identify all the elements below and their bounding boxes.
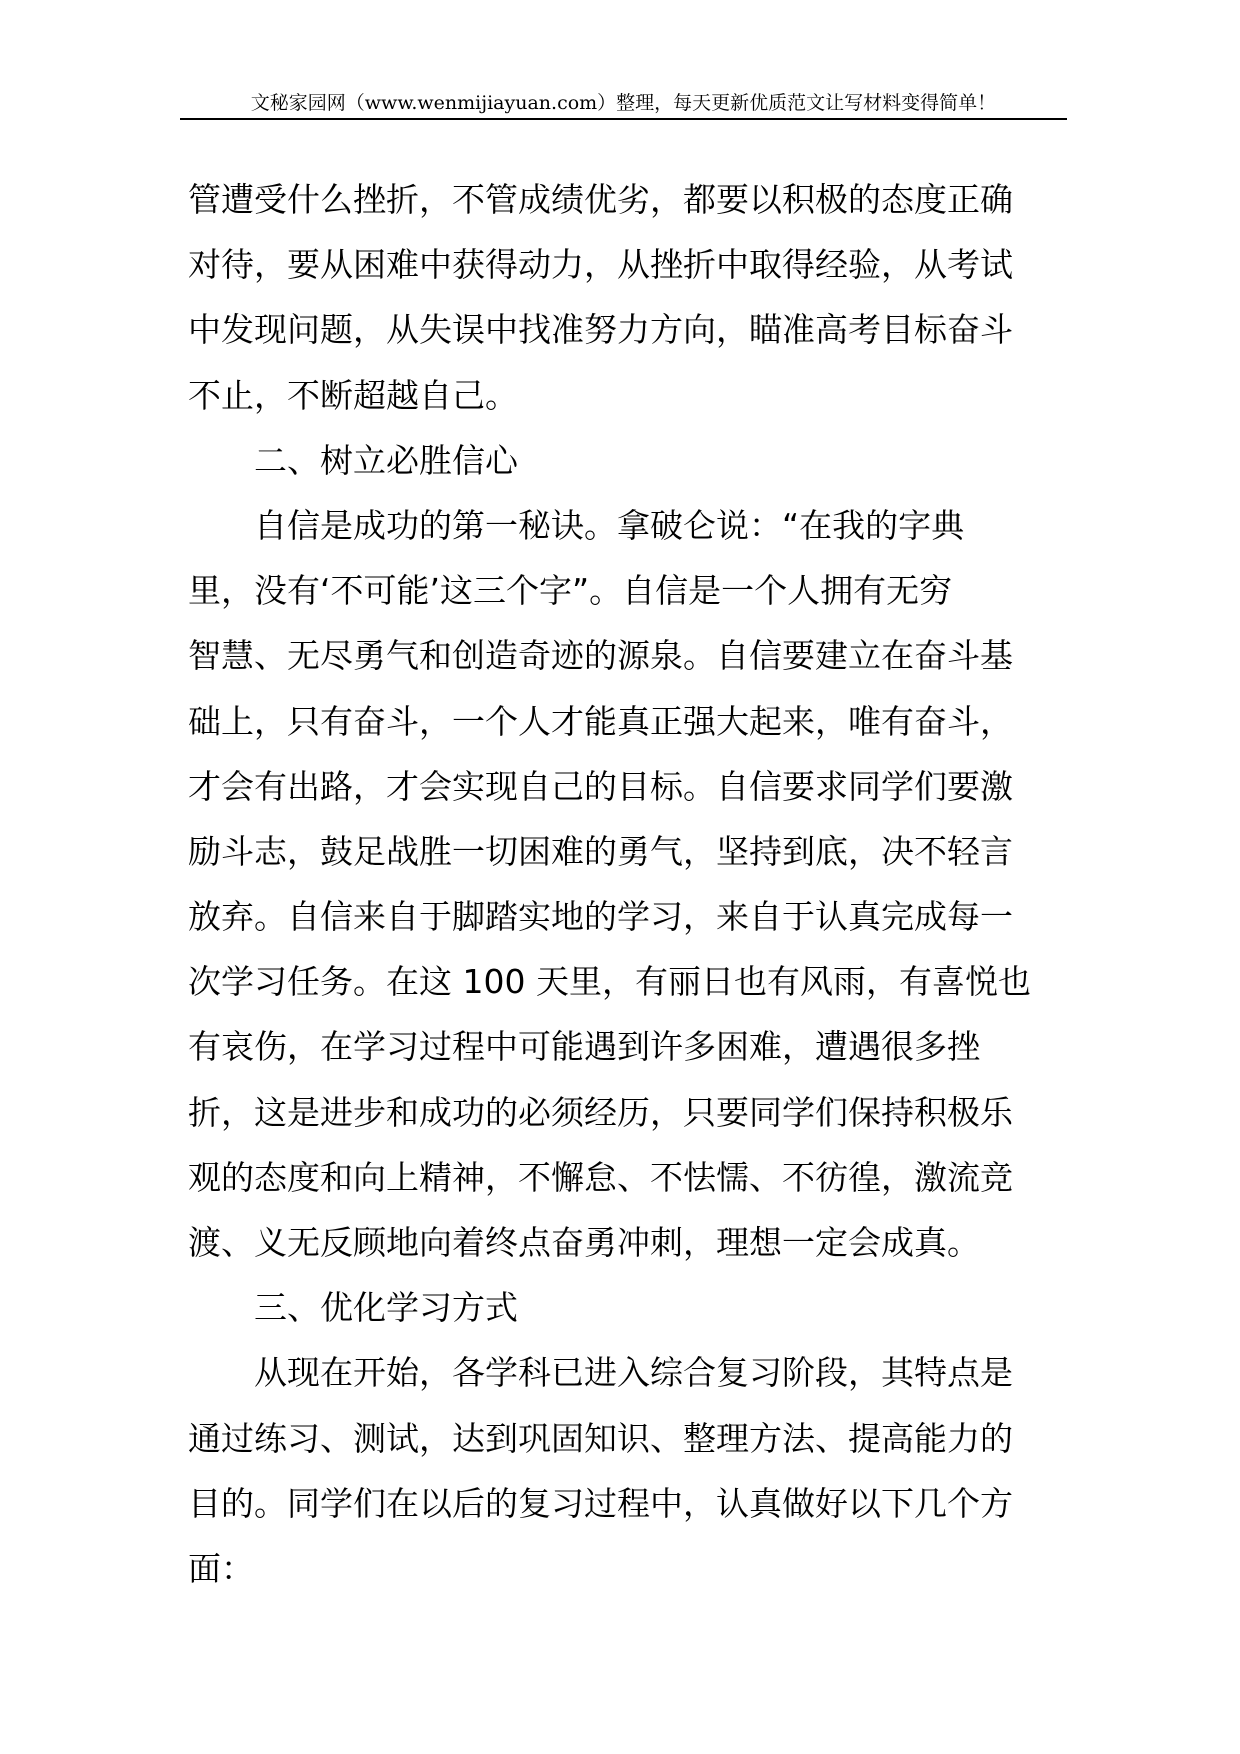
section-heading: 二、树立必胜信心 [254,440,518,480]
section-heading: 三、优化学习方式 [254,1288,518,1328]
text-line: 础上，只有奋斗，一个人才能真正强大起来，唯有奋斗， [188,701,1013,741]
text-line: 里，没有‘不可能’这三个字”。自信是一个人拥有无穷 [188,571,953,611]
text-line: 放弃。自信来自于脚踏实地的学习，来自于认真完成每一 [188,897,1013,937]
text-line: 中发现问题，从失误中找准努力方向，瞄准高考目标奋斗 [188,310,1013,350]
text-line: 通过练习、测试，达到巩固知识、整理方法、提高能力的 [188,1418,1013,1458]
text-line: 励斗志，鼓足战胜一切困难的勇气，坚持到底，决不轻言 [188,831,1013,871]
text-line: 有哀伤，在学习过程中可能遇到许多困难，遭遇很多挫 [188,1027,980,1067]
page-header: 文秘家园网（www.wenmijiayuan.com）整理，每天更新优质范文让写材料变得简单！ [250,92,997,114]
text-line: 次学习任务。在这 100 天里，有丽日也有风雨，有喜悦也 [188,962,1031,1002]
text-line: 面： [188,1548,254,1588]
body-text [188,167,1062,1601]
text-line: 智慧、无尽勇气和创造奇迹的源泉。自信要建立在奋斗基 [188,636,1013,676]
text-line: 不止，不断超越自己。 [188,375,518,415]
text-line: 从现在开始，各学科已进入综合复习阶段，其特点是 [254,1353,1013,1393]
text-line: 渡、义无反顾地向着终点奋勇冲刺，理想一定会成真。 [188,1223,980,1262]
text-line: 折，这是进步和成功的必须经历，只要同学们保持积极乐 [188,1092,1013,1132]
text-line: 才会有出路，才会实现自己的目标。自信要求同学们要激 [188,766,1013,806]
text-line: 目的。同学们在以后的复习过程中，认真做好以下几个方 [188,1483,1013,1523]
text-line: 观的态度和向上精神，不懈怠、不怯懦、不彷徨，激流竞 [188,1157,1013,1197]
header-rule [180,118,1067,120]
text-line: 对待，要从困难中获得动力，从挫折中取得经验，从考试 [188,245,1013,285]
text-line: 自信是成功的第一秘诀。拿破仑说：“在我的字典 [254,505,965,545]
text-line: 管遭受什么挫折，不管成绩优劣，都要以积极的态度正确 [188,180,1013,219]
